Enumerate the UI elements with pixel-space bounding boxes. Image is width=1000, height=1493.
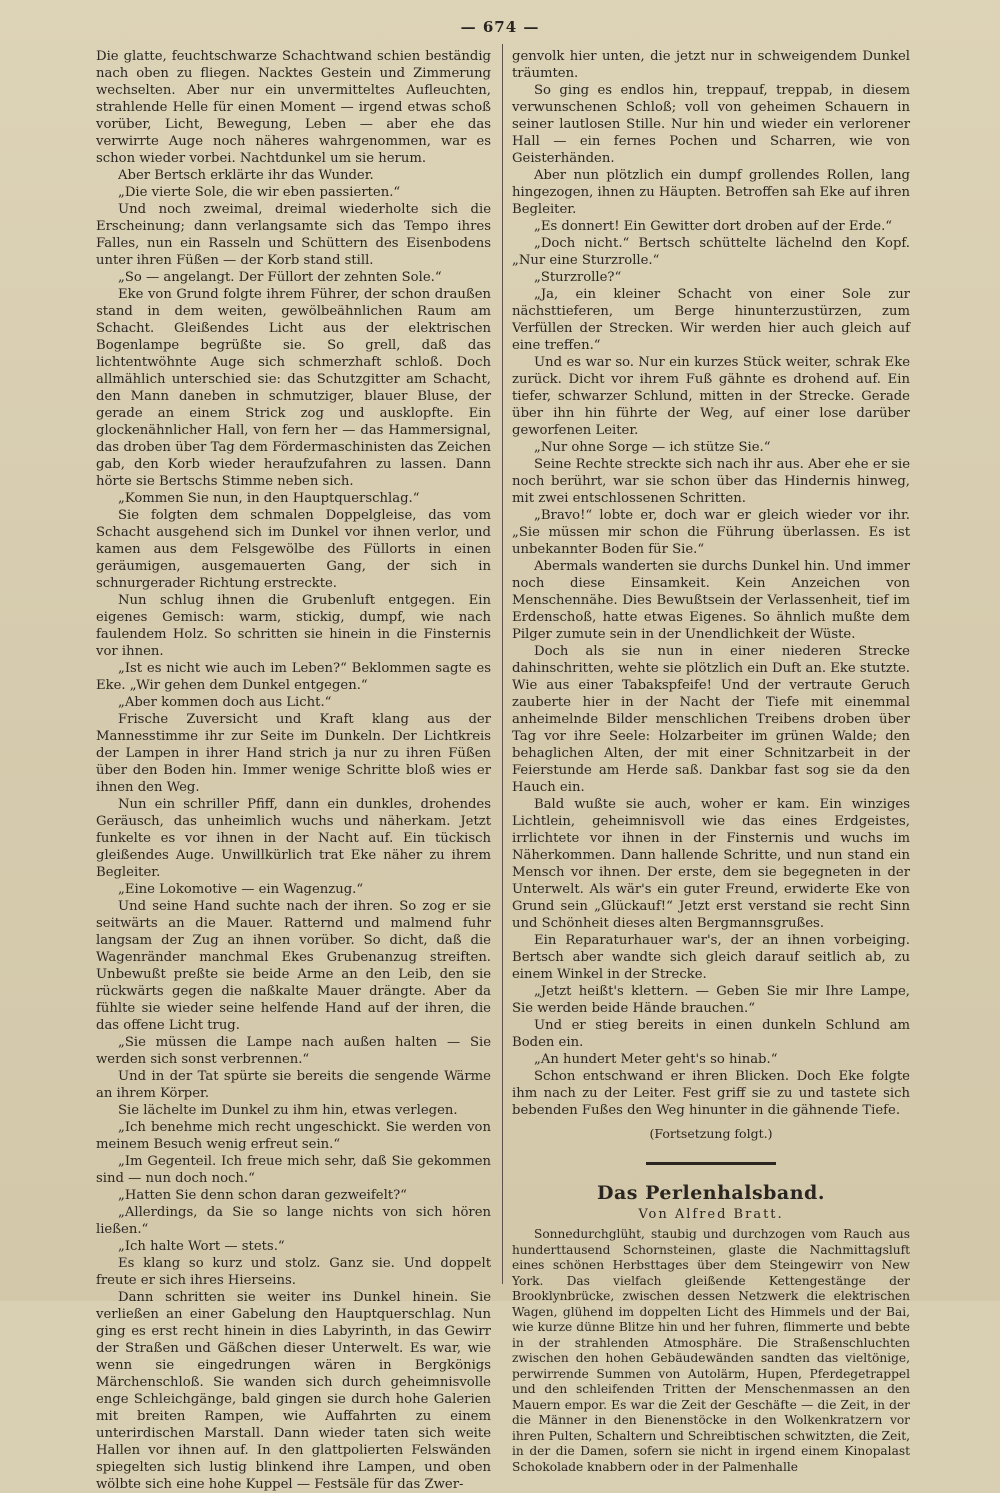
paragraph: „Hatten Sie denn schon daran gezweifelt?“ xyxy=(118,1188,407,1203)
paragraph: Und er stieg bereits in einen dunkeln Schlund am Boden ein. xyxy=(512,1018,910,1050)
paragraph: Und noch zweimal, dreimal wiederholte sich die Erscheinung; dann verlangsamte sich das Tempo ihres Falles, nun ein Rasseln und Schüttern des Eisenbodens unter ihren Füßen — der Korb stand still. xyxy=(96,202,491,268)
paragraph: Nun ein schriller Pfiff, dann ein dunkles, drohendes Geräusch, das unheimlich wuchs und näherkam. Jetzt funkelte es vor ihnen in der Nacht auf. Ein tückisch gleißendes Auge. Unwillkürlich trat Eke näher zu ihrem Begleiter. xyxy=(96,797,491,880)
article-byline: Von Alfred Bratt. xyxy=(638,1207,784,1222)
paragraph: Und seine Hand suchte nach der ihren. So zog er sie seitwärts an die Mauer. Ratternd und malmend fuhr langsam der Zug an ihnen vorüber. So dicht, daß die Wagenränder manchmal Ekes Grubenanzug streiften. Unbewußt preßte sie beide Arme an den Leib, den sie rückwärts gegen die naßkalte Mauer drängte. Aber da fühlte sie wieder seine helfende Hand auf der ihren, die das offene Licht trug. xyxy=(96,899,491,1033)
paragraph: Bald wußte sie auch, woher er kam. Ein winziges Lichtlein, geheimnisvoll wie das eines Erdgeistes, irrlichtete vor ihnen in der Finsternis und wuchs im Näherkommen. Dann hallende Schritte, und nun stand ein Mensch vor ihnen. Der erste, dem sie begegneten in der Unterwelt. Als wär's ein guter Freund, erwiderte Eke von Grund sein „Glückauf!“ Jetzt erst verstand sie recht Sinn und Schönheit dieses alten Bergmannsgrußes. xyxy=(512,797,910,931)
paragraph: „Ist es nicht wie auch im Leben?“ Beklommen sagte es Eke. „Wir gehen dem Dunkel entgegen.“ xyxy=(96,661,491,693)
continuation-note: (Fortsetzung folgt.) xyxy=(649,1126,773,1141)
page-number: — 674 — xyxy=(460,18,540,36)
paragraph: „Aber kommen doch aus Licht.“ xyxy=(118,695,332,710)
paragraph: genvolk hier unten, die jetzt nur in schweigendem Dunkel träumten. xyxy=(512,49,910,81)
column-divider xyxy=(502,44,503,1284)
paragraph: Sie folgten dem schmalen Doppelgleise, das vom Schacht ausgehend sich im Dunkel vor ihnen verlor, und kamen aus dem Felsgewölbe des Füllorts in einen geräumigen, ausgemauerten Gang, der sich in schnurgerader Richtung erstreckte. xyxy=(96,508,491,591)
paragraph: „Die vierte Sole, die wir eben passierten.“ xyxy=(118,185,401,200)
paragraph: „Es donnert! Ein Gewitter dort droben auf der Erde.“ xyxy=(534,219,893,234)
paragraph: Abermals wanderten sie durchs Dunkel hin. Und immer noch diese Einsamkeit. Kein Anzeichen von Menschennähe. Dies Bewußtsein der Verlassenheit, tief im Erdenschoß, hatte etwas Eigenes. So ähnlich mußte dem Pilger zumute sein in der Unendlichkeit der Wüste. xyxy=(512,559,910,642)
article-text: Sonnedurchglüht, staubig und durchzogen vom Rauch aus hunderttausend Schornsteinen, glaste die Nachmittagsluft eines schönen Herbsttages über dem Steingewirr von New York. Das vielfach gleißende Kettengestänge der Brooklynbrücke, zwischen dessen Netzwerk die elektrischen Wagen, glühend im doppelten Licht des Himmels und der Bai, wie kurze dünne Blitze hin und her fuhren, flimmerte und bebte in der strahlenden Atmosphäre. Die Straßenschluchten zwischen den hohen Gebäudewänden sandten das vieltönige, perwirrende Summen von Autolärm, Hupen, Pferdegetrappel und den schleifenden Tritten der Menschenmassen an den Mauern empor. Es war die Zeit der Geschäfte — die Zeit, in der die Männer in den Bienenstöcke in den Wolkenkratzern vor ihren Pulten, Schaltern und Schreibtischen schwitzten, die Zeit, in der die Damen, sofern sie nicht in irgend einem Kinopalast Schokolade knabbern oder in der Palmenhalle xyxy=(512,1227,910,1474)
paragraph: Seine Rechte streckte sich nach ihr aus. Aber ehe er sie noch berührt, war sie schon über das Hindernis hinweg, mit zwei entschlossenen Schritten. xyxy=(512,457,910,506)
paragraph: Es klang so kurz und stolz. Ganz sie. Und doppelt freute er sich ihres Hierseins. xyxy=(96,1256,491,1288)
paragraph: „Doch nicht.“ Bertsch schüttelte lächelnd den Kopf. „Nur eine Sturzrolle.“ xyxy=(512,236,910,268)
paragraph: „An hundert Meter geht's so hinab.“ xyxy=(534,1052,778,1067)
paragraph: „Ich benehme mich recht ungeschickt. Sie werden von meinem Besuch wenig erfreut sein.“ xyxy=(96,1120,491,1152)
paragraph: Die glatte, feuchtschwarze Schachtwand schien beständig nach oben zu fliegen. Nacktes Gestein und Zimmerung wechselten. Aber nur ein unvermitteltes Aufleuchten, strahlende Helle für einen Moment — irgend etwas schoß vorüber, Licht, Bewegung, Leben — aber ehe das verwirrte Auge noch näheres wahrgenommen, war es schon wieder vorbei. Nachtdunkel um sie herum. xyxy=(96,49,491,166)
paragraph: „Im Gegenteil. Ich freue mich sehr, daß Sie gekommen sind — nun doch noch.“ xyxy=(96,1154,491,1186)
paragraph: „Ich halte Wort — stets.“ xyxy=(118,1239,285,1254)
paragraph: Und es war so. Nur ein kurzes Stück weiter, schrak Eke zurück. Dicht vor ihrem Fuß gähnte es drohend auf. Ein tiefer, schwarzer Schlund, mitten in der Strecke. Gerade über ihn hin führte der Weg, auf einer lose darüber geworfenen Leiter. xyxy=(512,355,910,438)
paragraph: So ging es endlos hin, treppauf, treppab, in diesem verwunschenen Schloß; voll von geheimen Schauern in seiner lautlosen Stille. Nur hin und wieder ein verlorener Hall — ein fernes Pochen und Scharren, wie von Geisterhänden. xyxy=(512,83,910,166)
paragraph: „Sturzrolle?“ xyxy=(534,270,622,285)
paragraph: Nun schlug ihnen die Grubenluft entgegen. Ein eigenes Gemisch: warm, stickig, dumpf, wie nach faulendem Holz. So schritten sie hinein in die Finsternis vor ihnen. xyxy=(96,593,491,659)
paragraph: „Sie müssen die Lampe nach außen halten — Sie werden sich sonst verbrennen.“ xyxy=(96,1035,491,1067)
paragraph: Schon entschwand er ihren Blicken. Doch Eke folgte ihm nach zu der Leiter. Fest griff sie zu und tastete sich bebenden Fußes den Weg hinunter in die gähnende Tiefe. xyxy=(512,1069,910,1118)
paragraph: „Ja, ein kleiner Schacht von einer Sole zur nächsttieferen, um Berge hinunterzustürzen, zum Verfüllen der Strecken. Wir werden hier auch gleich auf eine treffen.“ xyxy=(512,287,910,353)
paragraph: Ein Reparaturhauer war's, der an ihnen vorbeiging. Bertsch aber wandte sich gleich darauf seitlich ab, zu einem Winkel in der Strecke. xyxy=(512,933,910,982)
paragraph: Dann schritten sie weiter ins Dunkel hinein. Sie verließen an einer Gabelung den Hauptquerschlag. Nun ging es erst recht hinein in dies Labyrinth, in das Gewirr der Straßen und Gäßchen dieser Unterwelt. Es war, wie wenn sie eingedrungen wären in Bergkönigs Märchenschloß. Sie wanden sich durch geheimnisvolle enge Schleichgänge, bald gingen sie durch hohe Galerien mit breiten Rampen, wie Auffahrten zu einem unterirdischen Marstall. Dann wieder taten sich weite Hallen vor ihnen auf. In den glattpolierten Felswänden spiegelten sich lustig blinkend ihre Lampen, und oben wölbte sich eine hohe Kuppel — Festsäle für das Zwer- xyxy=(96,1290,491,1492)
paragraph: Und in der Tat spürte sie bereits die sengende Wärme an ihrem Körper. xyxy=(96,1069,491,1101)
paragraph: „So — angelangt. Der Füllort der zehnten Sole.“ xyxy=(118,270,442,285)
article-title: Das Perlenhalsband. xyxy=(597,1182,825,1204)
paragraph: „Jetzt heißt's klettern. — Geben Sie mir Ihre Lampe, Sie werden beide Hände brauchen.“ xyxy=(512,984,910,1016)
paragraph: „Bravo!“ lobte er, doch war er gleich wieder vor ihr. „Sie müssen mir schon die Führung überlassen. Es ist unbekannter Boden für Sie.“ xyxy=(512,508,910,557)
left-column xyxy=(96,48,491,1493)
paragraph: „Kommen Sie nun, in den Hauptquerschlag.“ xyxy=(118,491,420,506)
paragraph: „Allerdings, da Sie so lange nichts von sich hören ließen.“ xyxy=(96,1205,491,1237)
paragraph: „Eine Lokomotive — ein Wagenzug.“ xyxy=(118,882,364,897)
paragraph: Aber Bertsch erklärte ihr das Wunder. xyxy=(118,168,374,183)
paragraph: Eke von Grund folgte ihrem Führer, der schon draußen stand in dem weiten, gewölbeähnlichen Raum am Schacht. Gleißendes Licht aus der elektrischen Bogenlampe begrüßte sie. So grell, daß das lichtentwöhnte Auge sich schmerzhaft schloß. Doch allmählich unterschied sie: das Schutzgitter am Schacht, den Mann daneben in schmutziger, blauer Bluse, der gerade an einem Strick zog und ausklopfte. Ein glockenähnlicher Hall, von fern her — das Hammersignal, das droben über Tag dem Fördermaschinisten das Zeichen gab, den Korb wieder heraufzufahren zu lassen. Dann hörte sie Bertschs Stimme neben sich. xyxy=(96,287,491,489)
paragraph: Sie lächelte im Dunkel zu ihm hin, etwas verlegen. xyxy=(118,1103,458,1118)
paragraph: Frische Zuversicht und Kraft klang aus der Mannesstimme ihr zur Seite im Dunkeln. Der Lichtkreis der Lampen in ihrer Hand strich ja nur zu ihren Füßen über den Boden hin. Immer wenige Schritte bloß wies er ihnen den Weg. xyxy=(96,712,491,795)
right-column xyxy=(512,48,910,1475)
paragraph: Doch als sie nun in einer niederen Strecke dahinschritten, wehte sie plötzlich ein Duft an. Eke stutzte. Wie aus einer Tabakspfeife! Und der vertraute Geruch zauberte hier in der Nacht der Tiefe mit einemmal anheimelnde Bilder menschlichen Treibens droben über Tag vor ihre Seele: Holzarbeiter im grünen Walde; den behaglichen Alten, der mit einer Schnitzarbeit in der Feierstunde am Herde saß. Dankbar fast sog sie da den Hauch ein. xyxy=(512,644,910,795)
paragraph: Aber nun plötzlich ein dumpf grollendes Rollen, lang hingezogen, ihnen zu Häupten. Betroffen sah Eke auf ihren Begleiter. xyxy=(512,168,910,217)
section-divider xyxy=(646,1162,776,1165)
paragraph: „Nur ohne Sorge — ich stütze Sie.“ xyxy=(534,440,771,455)
